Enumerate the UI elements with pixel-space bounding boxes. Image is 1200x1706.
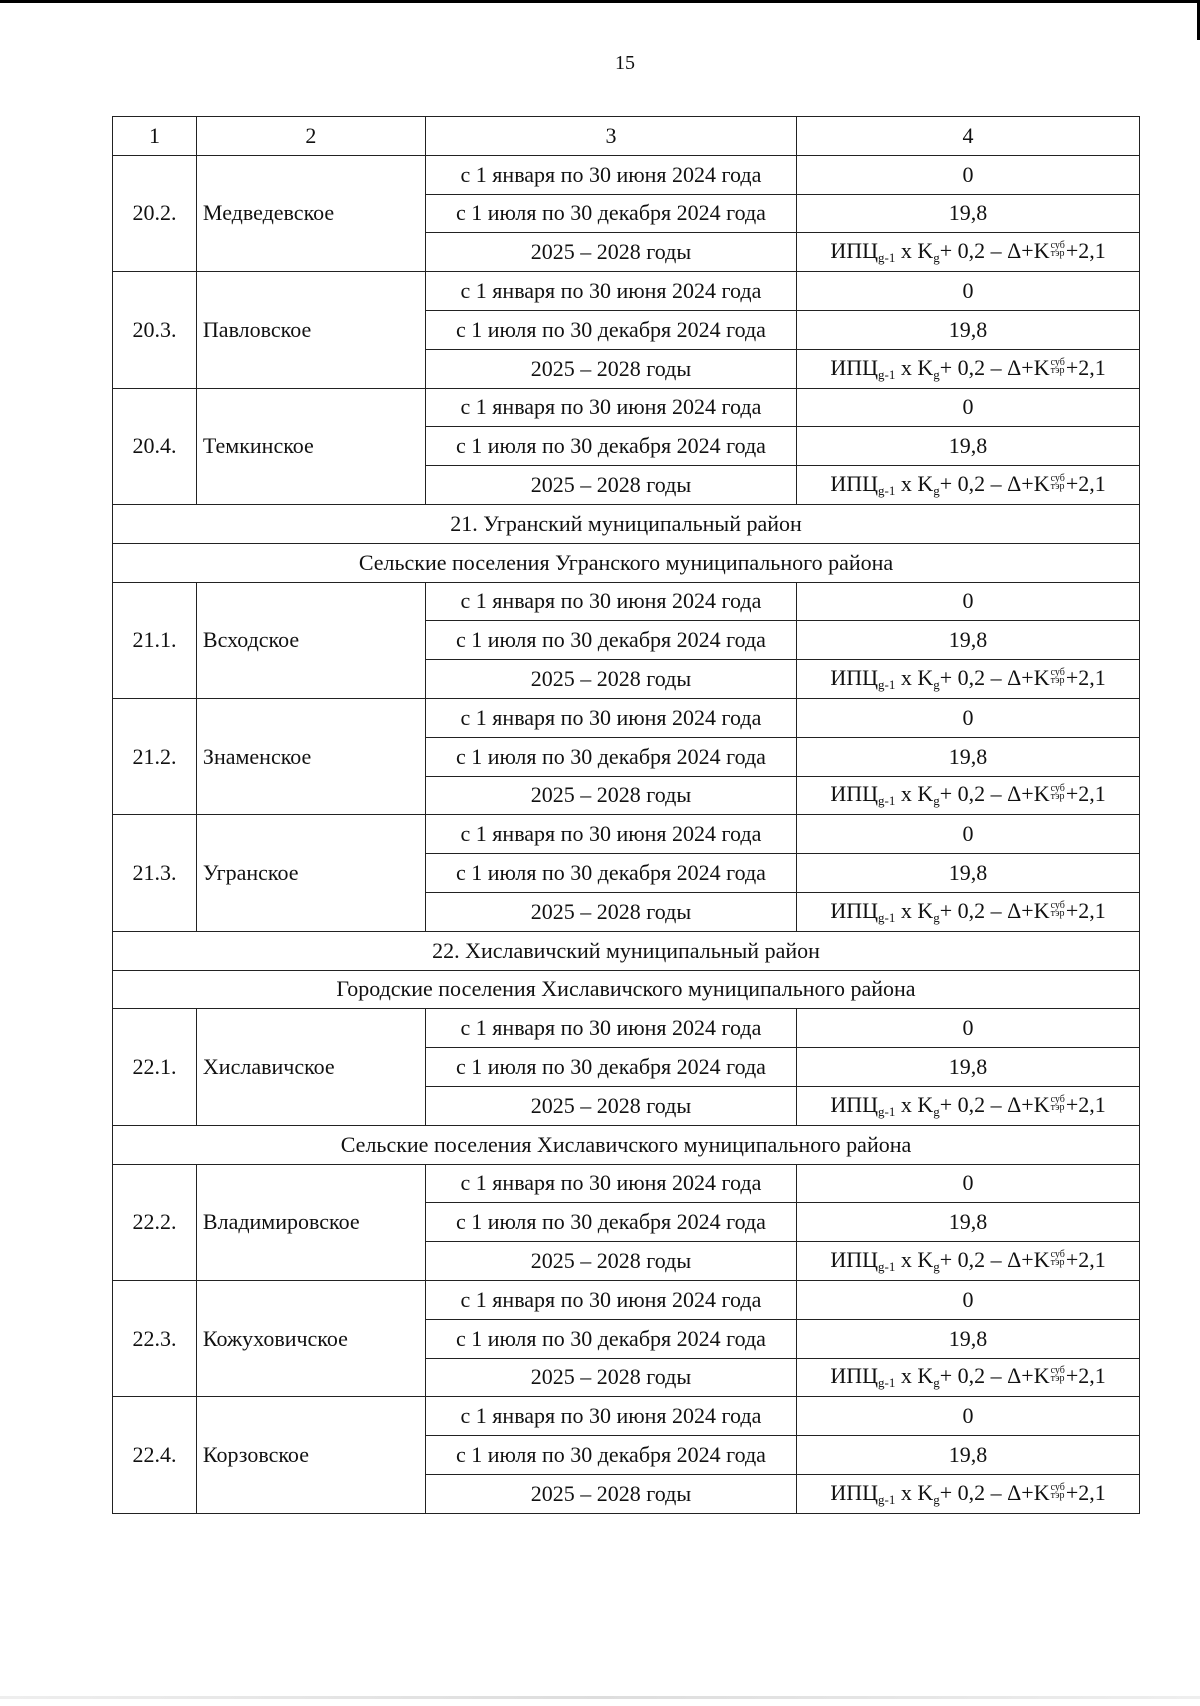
- formula-mid: + 0,2 – Δ+: [939, 665, 1034, 691]
- formula-k2: K: [1033, 238, 1050, 264]
- settlement-name: Корзовское: [196, 1397, 425, 1513]
- formula-k-subscript: g: [933, 1375, 940, 1391]
- formula-k-subscript: g: [933, 909, 940, 925]
- formula-k2-superscript: суб: [1050, 1248, 1065, 1260]
- formula-k-subscript: g: [933, 677, 940, 693]
- value-cell: 0: [797, 698, 1140, 737]
- formula-k2-indices: [1051, 242, 1065, 258]
- section-title: 22. Хиславичский муниципальный район: [113, 931, 1140, 970]
- formula-k2-subscript: тэр: [1050, 1101, 1065, 1113]
- period-cell: с 1 июля по 30 декабря 2024 года: [425, 1048, 796, 1087]
- section-row: [113, 504, 1140, 543]
- period-cell: с 1 июля по 30 декабря 2024 года: [425, 1319, 796, 1358]
- formula-base: ИПЦ: [830, 1091, 878, 1117]
- value-cell: 19,8: [797, 427, 1140, 466]
- formula-k: K: [917, 471, 934, 497]
- formula-k2: K: [1033, 1247, 1050, 1272]
- formula-k2-subscript: тэр: [1050, 791, 1065, 803]
- formula-tail: +2,1: [1065, 238, 1106, 264]
- formula-k: K: [917, 1091, 934, 1117]
- period-cell: 2025 – 2028 годы: [425, 1086, 796, 1125]
- formula-base-subscript: g-1: [878, 483, 896, 499]
- section-row: [113, 1125, 1140, 1164]
- formula-cell: [797, 233, 1140, 272]
- table-row: [113, 1397, 1140, 1436]
- formula-k2-superscript: суб: [1050, 1093, 1065, 1105]
- formula-cell: [797, 466, 1140, 505]
- formula-times: x: [895, 781, 918, 807]
- formula-times: x: [895, 471, 918, 497]
- value-cell: 19,8: [797, 1436, 1140, 1475]
- formula-k2-superscript: суб: [1050, 473, 1065, 485]
- formula-k2: K: [1033, 665, 1050, 691]
- settlement-name: Павловское: [196, 272, 425, 388]
- formula-base: ИПЦ: [830, 471, 878, 497]
- table-row: [113, 582, 1140, 621]
- settlement-name: Угранское: [196, 815, 425, 931]
- header-cell-3: 3: [425, 117, 796, 156]
- formula-times: x: [895, 1247, 918, 1272]
- settlement-number: 20.4.: [113, 388, 197, 504]
- formula-k2: K: [1033, 897, 1050, 923]
- formula-k: K: [917, 781, 934, 807]
- formula-cell: [797, 660, 1140, 699]
- formula-tail: +2,1: [1065, 1091, 1106, 1117]
- formula-k2-indices: [1051, 669, 1065, 685]
- table-row: [113, 1164, 1140, 1203]
- formula-k2-indices: [1050, 1481, 1065, 1501]
- formula-base: ИПЦ: [830, 781, 878, 807]
- formula-k2-indices: [1051, 785, 1065, 801]
- period-cell: 2025 – 2028 годы: [425, 1474, 796, 1513]
- formula-base-subscript: g-1: [878, 1375, 896, 1391]
- formula-k: K: [917, 1247, 934, 1272]
- formula-times: x: [895, 897, 918, 923]
- formula-k2-subscript: тэр: [1050, 1256, 1065, 1268]
- index-formula: [830, 665, 1106, 693]
- table-row: [113, 815, 1140, 854]
- period-cell: 2025 – 2028 годы: [425, 233, 796, 272]
- period-cell: с 1 января по 30 июня 2024 года: [425, 1397, 796, 1436]
- period-cell: с 1 января по 30 июня 2024 года: [425, 582, 796, 621]
- header-cell-2: 2: [196, 117, 425, 156]
- settlement-name: Знаменское: [196, 698, 425, 814]
- period-cell: с 1 января по 30 июня 2024 года: [425, 1164, 796, 1203]
- formula-base-subscript: g-1: [878, 909, 896, 925]
- table-row: [113, 1009, 1140, 1048]
- formula-k: K: [917, 1363, 934, 1389]
- formula-mid: + 0,2 – Δ+: [939, 1363, 1034, 1389]
- formula-k2-subscript: тэр: [1050, 1373, 1065, 1385]
- formula-k2-subscript: тэр: [1050, 248, 1065, 260]
- formula-k2: K: [1033, 471, 1050, 497]
- period-cell: с 1 июля по 30 декабря 2024 года: [425, 194, 796, 233]
- formula-base: ИПЦ: [830, 665, 878, 691]
- formula-times: x: [895, 354, 918, 380]
- formula-k2-subscript: тэр: [1050, 675, 1065, 686]
- formula-base: ИПЦ: [830, 1363, 878, 1389]
- period-cell: с 1 января по 30 июня 2024 года: [425, 815, 796, 854]
- formula-tail: +2,1: [1065, 781, 1106, 807]
- value-cell: 0: [797, 272, 1140, 311]
- period-cell: с 1 января по 30 июня 2024 года: [425, 1009, 796, 1048]
- period-cell: с 1 января по 30 июня 2024 года: [425, 698, 796, 737]
- formula-k-subscript: g: [933, 1103, 940, 1119]
- formula-k: K: [917, 665, 934, 691]
- formula-times: x: [895, 1363, 918, 1389]
- formula-tail: +2,1: [1065, 354, 1106, 380]
- index-formula: [830, 1480, 1105, 1505]
- formula-cell: [797, 1086, 1140, 1125]
- value-cell: 0: [797, 582, 1140, 621]
- formula-tail: +2,1: [1065, 471, 1106, 497]
- formula-mid: + 0,2 – Δ+: [939, 354, 1034, 380]
- formula-k2-subscript: тэр: [1050, 907, 1065, 919]
- formula-base: ИПЦ: [830, 354, 878, 380]
- section-row: [113, 970, 1140, 1009]
- value-cell: 19,8: [797, 1048, 1140, 1087]
- formula-mid: + 0,2 – Δ+: [939, 471, 1034, 497]
- period-cell: с 1 июля по 30 декабря 2024 года: [425, 1203, 796, 1242]
- settlement-number: 22.2.: [113, 1164, 197, 1280]
- formula-k-subscript: g: [933, 1491, 940, 1507]
- value-cell: 0: [797, 155, 1140, 194]
- formula-k2-indices: [1050, 899, 1065, 919]
- settlement-number: 21.3.: [113, 815, 197, 931]
- formula-mid: + 0,2 – Δ+: [939, 1479, 1034, 1505]
- scan-edge-artifact: [0, 1696, 1200, 1699]
- settlement-name: Темкинское: [196, 388, 425, 504]
- formula-k2: K: [1033, 781, 1050, 807]
- formula-k: K: [917, 1479, 934, 1505]
- index-formula: [830, 1247, 1105, 1272]
- formula-mid: + 0,2 – Δ+: [939, 238, 1034, 264]
- formula-times: x: [895, 238, 918, 264]
- formula-k2-superscript: суб: [1050, 356, 1065, 368]
- formula-k2-indices: [1051, 1367, 1065, 1383]
- section-row: [113, 931, 1140, 970]
- value-cell: 19,8: [797, 194, 1140, 233]
- formula-mid: + 0,2 – Δ+: [939, 897, 1034, 923]
- index-formula: [830, 471, 1106, 499]
- formula-base-subscript: g-1: [878, 793, 896, 809]
- settlement-number: 22.4.: [113, 1397, 197, 1513]
- formula-tail: +2,1: [1065, 665, 1106, 691]
- settlement-number: 20.2.: [113, 155, 197, 271]
- formula-times: x: [895, 1091, 918, 1117]
- formula-base-subscript: g-1: [878, 1259, 896, 1274]
- formula-times: x: [895, 665, 918, 691]
- formula-tail: +2,1: [1065, 1363, 1106, 1389]
- period-cell: с 1 июля по 30 декабря 2024 года: [425, 427, 796, 466]
- value-cell: 0: [797, 1164, 1140, 1203]
- formula-k-subscript: g: [933, 366, 940, 382]
- index-formula: [830, 238, 1106, 266]
- period-cell: с 1 января по 30 июня 2024 года: [425, 272, 796, 311]
- formula-cell: [797, 1358, 1140, 1397]
- formula-cell: [797, 776, 1140, 815]
- formula-tail: +2,1: [1065, 897, 1106, 923]
- formula-k2: K: [1033, 1091, 1050, 1117]
- formula-k-subscript: g: [933, 250, 940, 266]
- value-cell: 0: [797, 1280, 1140, 1319]
- top-border-line: [0, 0, 1200, 3]
- settlement-name: Медведевское: [196, 155, 425, 271]
- formula-k2-indices: [1050, 1093, 1065, 1113]
- formula-k: K: [917, 354, 934, 380]
- index-formula: [830, 1363, 1106, 1391]
- header-cell-4: 4: [797, 117, 1140, 156]
- value-cell: 0: [797, 1397, 1140, 1436]
- section-title: 21. Угранский муниципальный район: [113, 504, 1140, 543]
- period-cell: 2025 – 2028 годы: [425, 892, 796, 931]
- formula-k2-indices: [1050, 356, 1065, 376]
- formula-k2-indices: [1050, 1248, 1065, 1268]
- formula-k2-superscript: суб: [1050, 240, 1065, 252]
- formula-k: K: [917, 897, 934, 923]
- period-cell: 2025 – 2028 годы: [425, 776, 796, 815]
- page-number: 15: [615, 52, 635, 74]
- period-cell: с 1 июля по 30 декабря 2024 года: [425, 737, 796, 776]
- formula-k2-subscript: тэр: [1050, 481, 1065, 493]
- index-formula: [830, 1092, 1105, 1117]
- period-cell: с 1 января по 30 июня 2024 года: [425, 155, 796, 194]
- period-cell: 2025 – 2028 годы: [425, 466, 796, 505]
- value-cell: 19,8: [797, 1319, 1140, 1358]
- formula-k2-indices: [1051, 475, 1065, 491]
- header-cell-1: 1: [113, 117, 197, 156]
- formula-k2: K: [1033, 1363, 1050, 1389]
- period-cell: 2025 – 2028 годы: [425, 349, 796, 388]
- section-row: [113, 543, 1140, 582]
- formula-k2-subscript: тэр: [1050, 1489, 1065, 1501]
- table-row: [113, 1280, 1140, 1319]
- formula-cell: [797, 892, 1140, 931]
- period-cell: с 1 июля по 30 декабря 2024 года: [425, 854, 796, 893]
- settlement-number: 22.1.: [113, 1009, 197, 1125]
- period-cell: 2025 – 2028 годы: [425, 1242, 796, 1281]
- table-row: [113, 272, 1140, 311]
- formula-k2-superscript: суб: [1050, 1365, 1065, 1377]
- formula-tail: +2,1: [1065, 1479, 1106, 1505]
- formula-k2-superscript: суб: [1050, 899, 1065, 911]
- period-cell: с 1 июля по 30 декабря 2024 года: [425, 1436, 796, 1475]
- formula-base: ИПЦ: [830, 1479, 878, 1505]
- section-title: Городские поселения Хиславичского муниципального района: [113, 970, 1140, 1009]
- formula-k2-superscript: суб: [1050, 667, 1065, 678]
- table-header-row: [113, 117, 1140, 156]
- value-cell: 19,8: [797, 1203, 1140, 1242]
- formula-k2: K: [1033, 354, 1050, 380]
- value-cell: 19,8: [797, 737, 1140, 776]
- formula-k-subscript: g: [933, 793, 940, 809]
- formula-k2-subscript: тэр: [1050, 364, 1065, 376]
- period-cell: с 1 января по 30 июня 2024 года: [425, 1280, 796, 1319]
- settlement-number: 22.3.: [113, 1280, 197, 1396]
- index-formula: [830, 781, 1106, 809]
- formula-mid: + 0,2 – Δ+: [939, 1247, 1034, 1272]
- period-cell: 2025 – 2028 годы: [425, 1358, 796, 1397]
- formula-base-subscript: g-1: [878, 677, 896, 693]
- formula-k2: K: [1033, 1479, 1050, 1505]
- period-cell: с 1 июля по 30 декабря 2024 года: [425, 621, 796, 660]
- formula-base-subscript: g-1: [878, 1491, 896, 1507]
- settlement-number: 21.2.: [113, 698, 197, 814]
- table-row: [113, 388, 1140, 427]
- settlement-number: 21.1.: [113, 582, 197, 698]
- formula-cell: [797, 1242, 1140, 1281]
- formula-base-subscript: g-1: [878, 366, 896, 382]
- period-cell: 2025 – 2028 годы: [425, 660, 796, 699]
- formula-times: x: [895, 1479, 918, 1505]
- settlement-name: Кожуховичское: [196, 1280, 425, 1396]
- formula-k: K: [917, 238, 934, 264]
- period-cell: с 1 июля по 30 декабря 2024 года: [425, 310, 796, 349]
- value-cell: 0: [797, 1009, 1140, 1048]
- value-cell: 19,8: [797, 854, 1140, 893]
- formula-mid: + 0,2 – Δ+: [939, 1091, 1034, 1117]
- table-body: [113, 155, 1140, 1513]
- tariff-table: [112, 116, 1140, 1514]
- formula-k2-superscript: суб: [1050, 783, 1065, 795]
- formula-k-subscript: g: [933, 1259, 940, 1274]
- settlement-name: Хиславичское: [196, 1009, 425, 1125]
- settlement-number: 20.3.: [113, 272, 197, 388]
- formula-base: ИПЦ: [830, 1247, 878, 1272]
- index-formula: [830, 898, 1105, 923]
- formula-base: ИПЦ: [830, 238, 878, 264]
- formula-cell: [797, 1474, 1140, 1513]
- section-title: Сельские поселения Угранского муниципального района: [113, 543, 1140, 582]
- formula-k-subscript: g: [933, 483, 940, 499]
- period-cell: с 1 января по 30 июня 2024 года: [425, 388, 796, 427]
- value-cell: 19,8: [797, 310, 1140, 349]
- formula-cell: [797, 349, 1140, 388]
- formula-tail: +2,1: [1065, 1247, 1106, 1272]
- settlement-name: Владимировское: [196, 1164, 425, 1280]
- value-cell: 0: [797, 815, 1140, 854]
- section-title: Сельские поселения Хиславичского муниципального района: [113, 1125, 1140, 1164]
- value-cell: 0: [797, 388, 1140, 427]
- formula-base: ИПЦ: [830, 897, 878, 923]
- table-row: [113, 155, 1140, 194]
- index-formula: [830, 355, 1105, 380]
- settlement-name: Всходское: [196, 582, 425, 698]
- formula-k2-superscript: суб: [1050, 1481, 1065, 1493]
- formula-base-subscript: g-1: [878, 250, 896, 266]
- formula-mid: + 0,2 – Δ+: [939, 781, 1034, 807]
- value-cell: 19,8: [797, 621, 1140, 660]
- formula-base-subscript: g-1: [878, 1103, 896, 1119]
- table-row: [113, 698, 1140, 737]
